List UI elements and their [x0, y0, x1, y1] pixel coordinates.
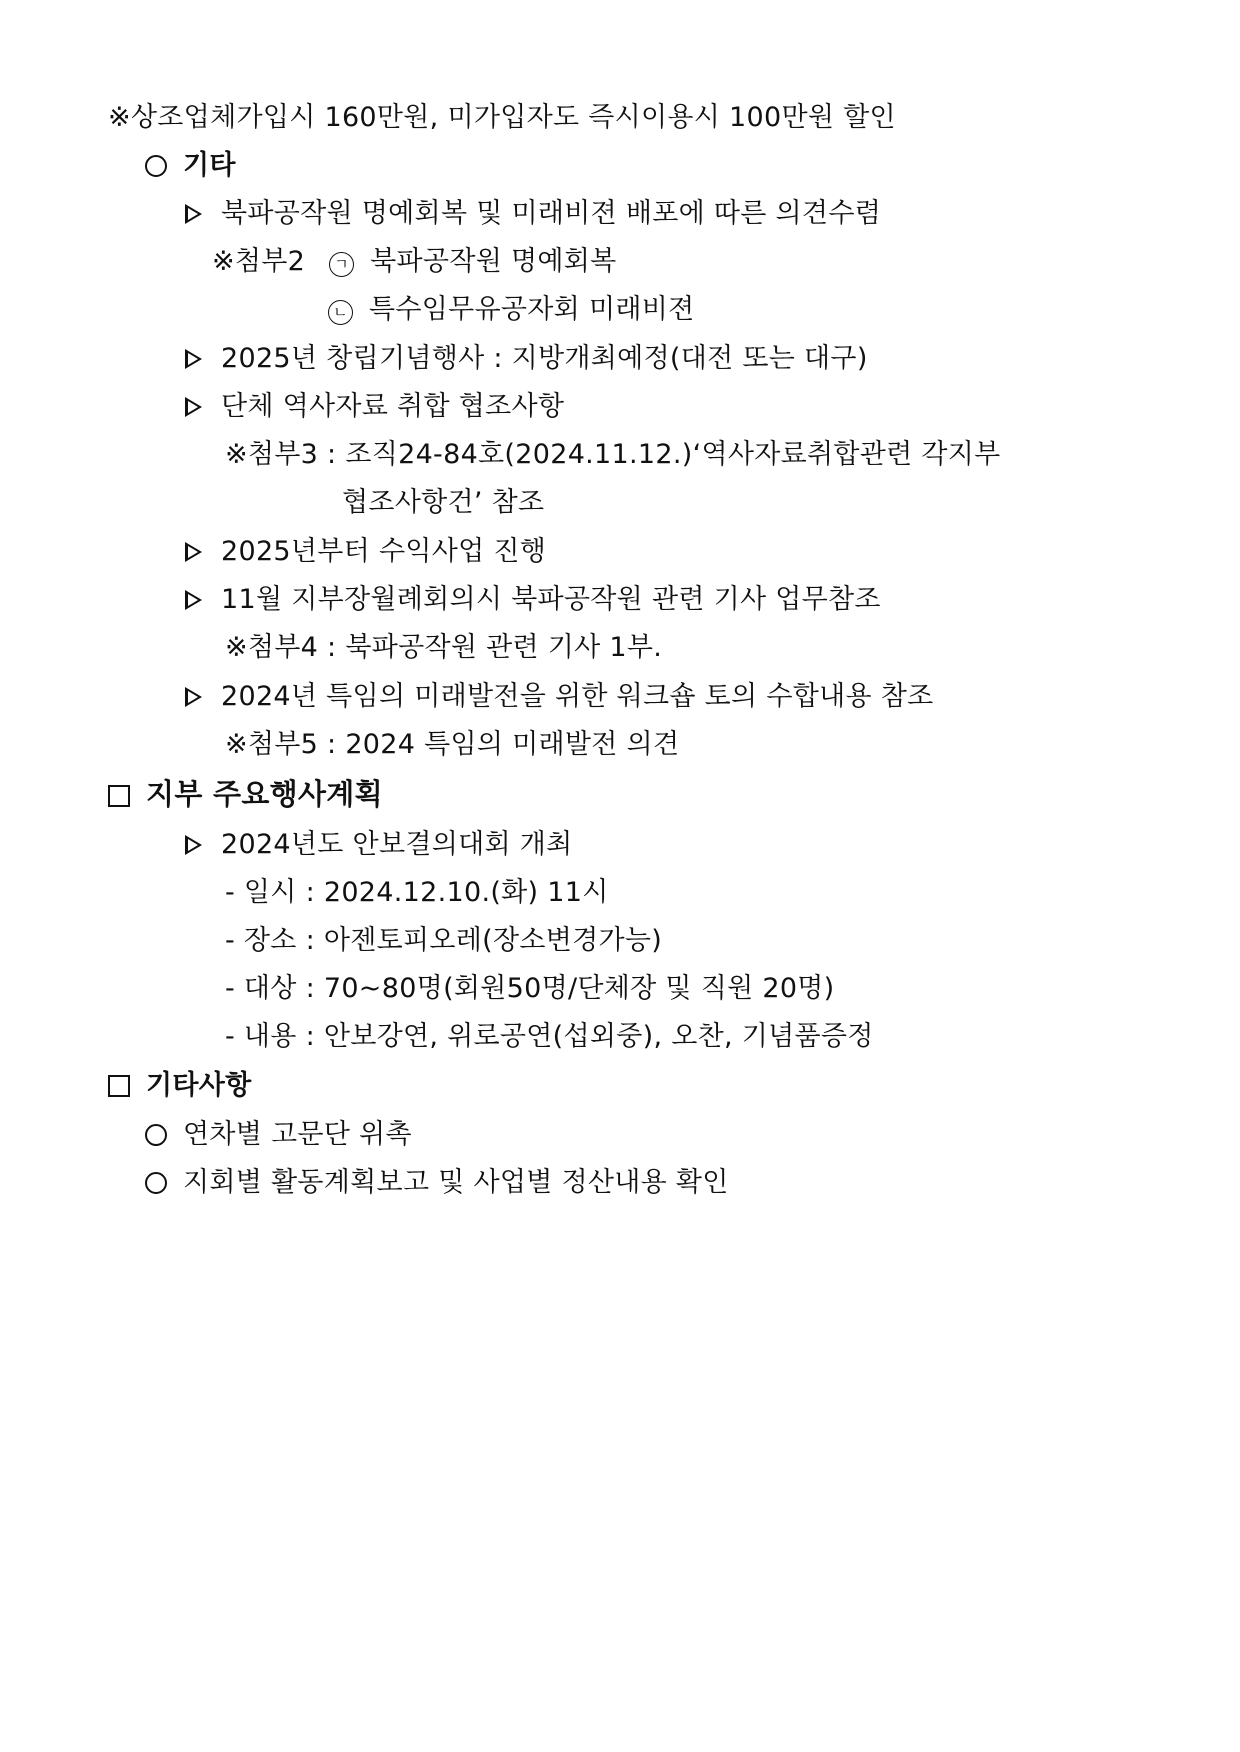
triangle-bullet-icon	[185, 204, 202, 224]
attachment-2-item-1: 북파공작원 명예회복	[370, 246, 617, 277]
section-other-matters	[108, 1068, 252, 1104]
item-advisory-group	[145, 1117, 412, 1153]
triangle-bullet-icon	[185, 349, 202, 369]
circle-bullet-icon	[145, 155, 167, 177]
attachment-2-line-2	[328, 292, 694, 328]
attachment-2-item-2: 특수임무유공자회 미래비젼	[369, 294, 695, 325]
circled-giyeok-icon: ㄱ	[329, 252, 354, 277]
attachment-2-line-1	[212, 244, 617, 280]
triangle-bullet-icon	[185, 397, 202, 417]
note-sangjo-discount: ※상조업체가입시 160만원, 미가입자도 즉시이용시 100만원 할인	[108, 102, 896, 133]
item-security-rally	[185, 827, 573, 863]
attachment-4-line: ※첨부4 : 북파공작원 관련 기사 1부.	[225, 632, 663, 663]
triangle-bullet-icon	[185, 687, 202, 707]
item-revenue-business	[185, 534, 546, 570]
attachment-3-line-1: ※첨부3 : 조직24-84호(2024.11.12.)‘역사자료취합관련 각지부	[225, 439, 1001, 470]
triangle-bullet-icon	[185, 835, 202, 855]
item-opinion-collection-text: 북파공작원 명예회복 및 미래비젼 배포에 따른 의견수렴	[221, 198, 882, 229]
circled-nieun-icon: ㄴ	[328, 300, 353, 325]
item-monthly-meeting-text: 11월 지부장월례회의시 북파공작원 관련 기사 업무참조	[221, 584, 881, 615]
triangle-bullet-icon	[185, 590, 202, 610]
detail-target: - 대상 : 70~80명(회원50명/단체장 및 직원 20명)	[225, 973, 835, 1004]
triangle-bullet-icon	[185, 542, 202, 562]
attachment-3-line-2: 협조사항건’ 참조	[342, 487, 545, 518]
item-security-rally-text: 2024년도 안보결의대회 개최	[221, 829, 573, 860]
section-branch-events	[108, 776, 383, 812]
detail-content: - 내용 : 안보강연, 위로공연(섭외중), 오찬, 기념품증정	[225, 1021, 874, 1052]
item-opinion-collection	[185, 196, 881, 232]
item-history-collection	[185, 389, 564, 425]
circle-bullet-icon	[145, 1124, 167, 1146]
item-history-collection-text: 단체 역사자료 취합 협조사항	[221, 391, 565, 422]
item-anniversary-event	[185, 341, 868, 377]
heading-gita-label: 기타	[183, 150, 236, 181]
square-bullet-icon	[108, 1075, 130, 1097]
item-anniversary-event-text: 2025년 창립기념행사 : 지방개최예정(대전 또는 대구)	[221, 343, 868, 374]
heading-gita-section	[145, 148, 236, 184]
detail-date: - 일시 : 2024.12.10.(화) 11시	[225, 877, 609, 908]
item-activity-report-text: 지회별 활동계획보고 및 사업별 정산내용 확인	[183, 1167, 729, 1198]
detail-venue: - 장소 : 아젠토피오레(장소변경가능)	[225, 925, 663, 956]
attachment-5-line: ※첨부5 : 2024 특임의 미래발전 의견	[225, 729, 680, 760]
item-monthly-meeting	[185, 582, 881, 618]
section-other-matters-title: 기타사항	[146, 1070, 252, 1101]
circle-bullet-icon	[145, 1172, 167, 1194]
item-revenue-business-text: 2025년부터 수익사업 진행	[221, 536, 547, 567]
item-workshop-text: 2024년 특임의 미래발전을 위한 워크숍 토의 수합내용 참조	[221, 681, 934, 712]
item-workshop	[185, 679, 934, 715]
square-bullet-icon	[108, 785, 130, 807]
section-branch-events-title: 지부 주요행사계획	[146, 777, 383, 811]
item-advisory-group-text: 연차별 고문단 위촉	[183, 1119, 412, 1150]
attachment-2-label: ※첨부2	[212, 246, 306, 277]
item-activity-report	[145, 1165, 729, 1201]
